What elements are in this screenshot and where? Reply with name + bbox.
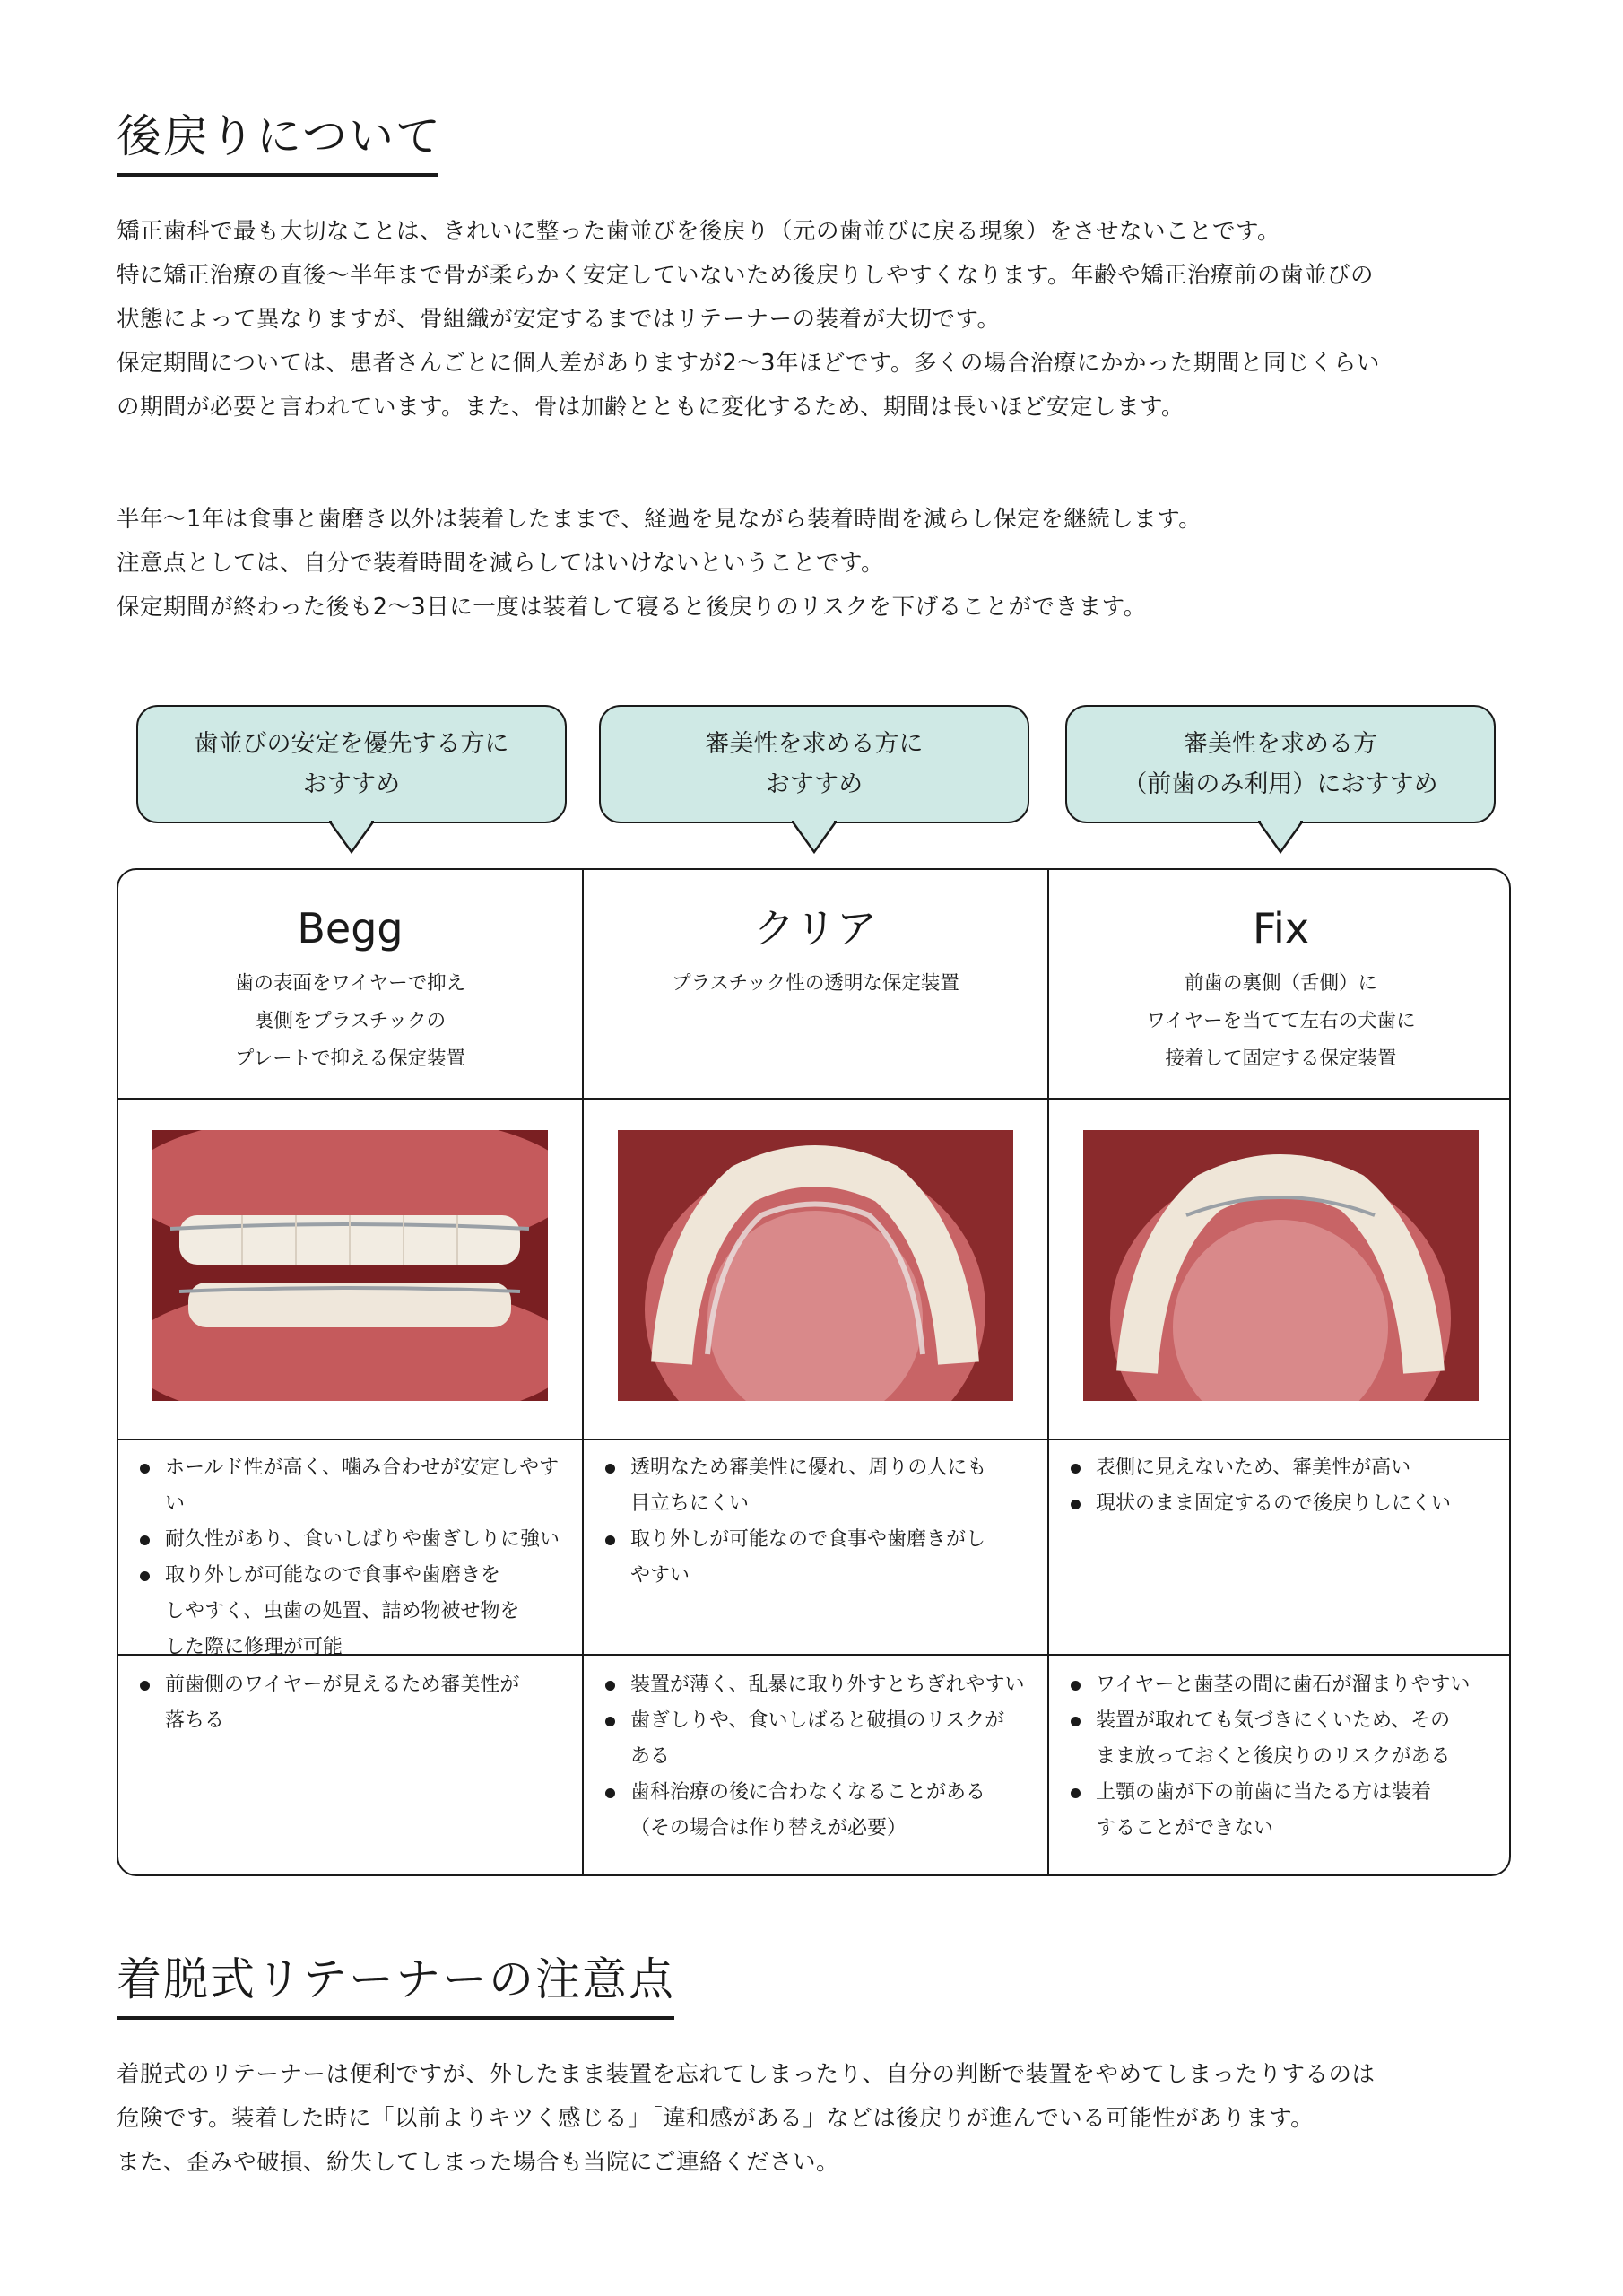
clear-retainer-photo [618, 1130, 1013, 1401]
bubble-line: 審美性を求める方に [705, 730, 924, 758]
list-item: 透明なため審美性に優れ、周りの人にも 目立ちにくい [603, 1450, 1034, 1522]
list-item: 装置が薄く、乱暴に取り外すとちぎれやすい [603, 1667, 1034, 1703]
fix-retainer-photo [1083, 1130, 1479, 1401]
text-line: 特に矯正治療の直後〜半年まで骨が柔らかく安定していないため後戻りしやすくなります。年齢や矯正治療前の歯並びの [117, 262, 1374, 289]
list-item: 前歯側のワイヤーが見えるため審美性が 落ちる [138, 1667, 568, 1739]
text-line: の期間が必要と言われています。また、骨は加齢とともに変化するため、期間は長いほど安定します。 [117, 394, 1185, 421]
bubble-tail [792, 821, 837, 855]
column-divider [582, 870, 584, 1874]
column-title-fix: Fix [1252, 904, 1310, 952]
cons-list [1069, 1667, 1499, 1847]
list-item: 上顎の歯が下の前歯に当たる方は装着 することができない [1069, 1775, 1499, 1847]
bubble-line: 歯並びの安定を優先する方に [194, 730, 509, 758]
bubble-tail [329, 821, 374, 855]
pros-list [138, 1450, 568, 1665]
text-line: 状態によって異なりますが、骨組織が安定するまではリテーナーの装着が大切です。 [117, 306, 1001, 333]
recommend-bubble-clear [599, 705, 1029, 823]
section-title-removable-retainer: 着脱式リテーナーの注意点 [117, 1953, 675, 2005]
intro-paragraph [117, 210, 1515, 430]
bubble-tail [1258, 821, 1303, 855]
list-item: 耐久性があり、食いしばりや歯ぎしりに強い [138, 1522, 568, 1558]
column-description [584, 965, 1047, 1003]
text-line: 保定期間については、患者さんごとに個人差がありますが2〜3年ほどです。多くの場合治療にかかった期間と同じくらい [117, 350, 1380, 377]
bubble-line: 審美性を求める方 [1184, 730, 1377, 758]
section-title-retention: 後戻りについて [117, 110, 442, 162]
column-title-begg: Begg [297, 904, 404, 952]
list-item: ホールド性が高く、噛み合わせが安定しやすい [138, 1450, 568, 1522]
list-item: 装置が取れても気づきにくいため、その まま放っておくと後戻りのリスクがある [1069, 1703, 1499, 1775]
bubble-line: おすすめ [765, 770, 864, 798]
row-divider [118, 1439, 1509, 1440]
column-description [118, 965, 582, 1078]
duration-paragraph [117, 498, 1515, 630]
row-divider [118, 1098, 1509, 1100]
list-item: 現状のまま固定するので後戻りしにくい [1069, 1486, 1499, 1522]
list-item: 取り外しが可能なので食事や歯磨きを しやすく、虫歯の処置、詰め物被せ物を した際に修理が可能 [138, 1558, 568, 1665]
bubble-line: おすすめ [302, 770, 401, 798]
list-item: 取り外しが可能なので食事や歯磨きがし やすい [603, 1522, 1034, 1594]
title-underline [117, 2016, 674, 2020]
desc-line: 裏側をプラスチックの [254, 1010, 447, 1032]
pros-list [603, 1450, 1034, 1594]
begg-retainer-photo [152, 1130, 548, 1401]
desc-line: プレートで抑える保定装置 [234, 1048, 466, 1070]
caution-paragraph [117, 2053, 1515, 2185]
column-description [1049, 965, 1511, 1078]
list-item: 表側に見えないため、審美性が高い [1069, 1450, 1499, 1486]
desc-line: 歯の表面をワイヤーで抑え [234, 972, 466, 995]
desc-line: 接着して固定する保定装置 [1165, 1048, 1397, 1070]
desc-line: 前歯の裏側（舌側）に [1184, 972, 1377, 995]
list-item: 歯科治療の後に合わなくなることがある （その場合は作り替えが必要） [603, 1775, 1034, 1847]
text-line: また、歪みや破損、紛失してしまった場合も当院にご連絡ください。 [117, 2149, 840, 2176]
text-line: 半年〜1年は食事と歯磨き以外は装着したままで、経過を見ながら装着時間を減らし保定を継続します。 [117, 506, 1202, 533]
desc-line: プラスチック性の透明な保定装置 [672, 972, 959, 995]
text-line: 注意点としては、自分で装着時間を減らしてはいけないということです。 [117, 550, 884, 577]
desc-line: ワイヤーを当てて左右の犬歯に [1146, 1010, 1416, 1032]
recommend-bubble-begg [136, 705, 567, 823]
retainer-comparison-table [117, 868, 1511, 1876]
bubble-line: （前歯のみ利用）におすすめ [1123, 770, 1438, 798]
text-line: 着脱式のリテーナーは便利ですが、外したまま装置を忘れてしまったり、自分の判断で装置をやめてしまったりするのは [117, 2061, 1376, 2088]
text-line: 矯正歯科で最も大切なことは、きれいに整った歯並びを後戻り（元の歯並びに戻る現象）をさせないことです。 [117, 218, 1280, 245]
pros-list [1069, 1450, 1499, 1522]
column-title-clear: クリア [753, 904, 878, 952]
cons-list [138, 1667, 568, 1739]
recommend-bubble-fix [1065, 705, 1496, 823]
list-item: 歯ぎしりや、食いしばると破損のリスクが ある [603, 1703, 1034, 1775]
text-line: 危険です。装着した時に「以前よりキツく感じる」「違和感がある」などは後戻りが進んでいる可能性があります。 [117, 2105, 1315, 2132]
title-underline [117, 173, 438, 177]
list-item: ワイヤーと歯茎の間に歯石が溜まりやすい [1069, 1667, 1499, 1703]
cons-list [603, 1667, 1034, 1847]
text-line: 保定期間が終わった後も2〜3日に一度は装着して寝ると後戻りのリスクを下げることができます。 [117, 594, 1147, 621]
